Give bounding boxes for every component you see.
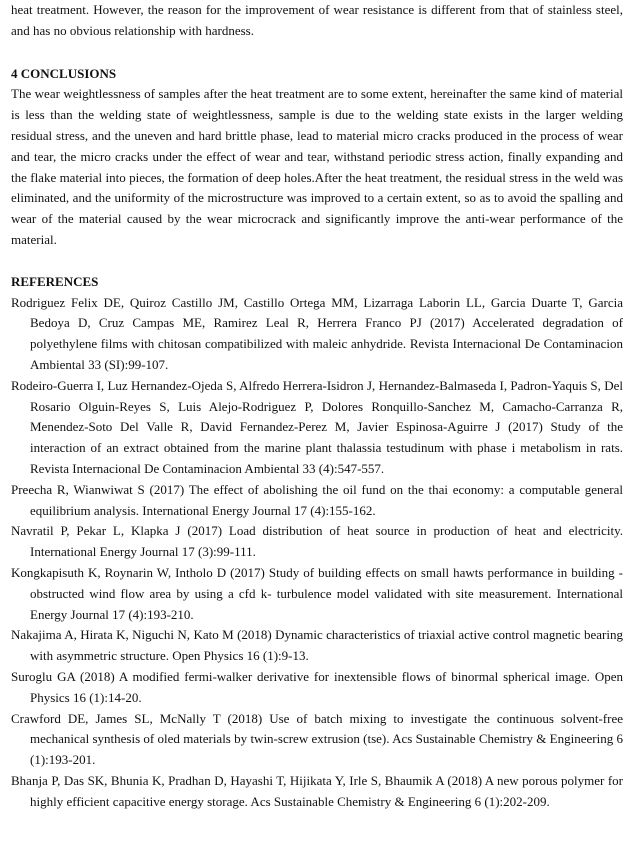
conclusions-paragraph: The wear weightlessness of samples after the heat treatment are to some extent, hereinafter the same kind of material is less than the welding state of weightlessness, sample is due to the welding state exists in the larger welding residual stress, and the uneven and hard brittle phase, lead to material micro cracks produced in the process of wear and tear, the micro cracks under the effect of wear and tear, withstand periodic stress action, finally expanding and the flake material into pieces, the formation of deep holes.After the heat treatment, the residual stress in the weld was eliminated, and the uniformity of the microstructure was improved to a certain extent, so as to avoid the spalling and wear of the material caused by the wear microcrack and significantly improve the anti-wear performance of the material. [11,86,623,247]
reference-item: Bhanja P, Das SK, Bhunia K, Pradhan D, Hayashi T, Hijikata Y, Irle S, Bhaumik A (2018) A new porous polymer for highly efficient capacitive energy storage. Acs Sustainable Chemistry & Engineering 6 (1):202-209. [11,772,623,809]
reference-item: Suroglu GA (2018) A modified fermi-walker derivative for inextensible flows of binormal spherical image. Open Physics 16 (1):14-20. [11,668,623,705]
reference-item: Crawford DE, James SL, McNally T (2018) Use of batch mixing to investigate the continuous solvent-free mechanical synthesis of oled materials by twin-screw extrusion (tse). Acs Sustainable Chemistry & Engineering 6 (1):193-201. [11,710,623,768]
intro-paragraph: heat treatment. However, the reason for the improvement of wear resistance is different from that of stainless steel, and has no obvious relationship with hardness. [11,2,623,38]
references-list [11,293,623,813]
reference-item: Preecha R, Wianwiwat S (2017) The effect of abolishing the oil fund on the thai economy: a computable general equilibrium analysis. International Energy Journal 17 (4):155-162. [11,481,623,518]
reference-item: Navratil P, Pekar L, Klapka J (2017) Load distribution of heat source in production of heat and electricity. International Energy Journal 17 (3):99-111. [11,523,623,560]
document-page [11,0,623,812]
reference-item: Kongkapisuth K, Roynarin W, Intholo D (2017) Study of building effects on small hawts performance in building - obstructed wind flow area by using a cfd k- turbulence model validated with site measurement. International Energy Journal 17 (4):193-210. [11,564,623,622]
reference-item: Nakajima A, Hirata K, Niguchi N, Kato M (2018) Dynamic characteristics of triaxial active control magnetic bearing with asymmetric structure. Open Physics 16 (1):9-13. [11,627,623,664]
conclusions-heading: 4 CONCLUSIONS [11,65,117,81]
reference-item: Rodriguez Felix DE, Quiroz Castillo JM, Castillo Ortega MM, Lizarraga Laborin LL, Garcia Duarte T, Garcia Bedoya D, Cruz Campas ME, Ramirez Leal R, Herrera Franco PJ (2017) Accelerated degradation of polyethylene films with chitosan compatibilized with maleic anhydride. Revista Internacional De Contaminacion Ambiental 33 (SI):99-107. [11,294,623,372]
references-heading: REFERENCES [11,273,99,289]
reference-item: Rodeiro-Guerra I, Luz Hernandez-Ojeda S, Alfredo Herrera-Isidron J, Hernandez-Balmaseda I, Padron-Yaquis S, Del Rosario Olguin-Reyes S, Luis Alejo-Rodriguez P, Dolores Ronquillo-Sanchez M, Camacho-Carranza R, Menendez-Soto Del Valle R, David Fernandez-Perez M, Javier Espinosa-Aguirre J (2017) Study of the interaction of an extract obtained from the marine plant thalassia testudinum with phase i metabolism in rats. Revista Internacional De Contaminacion Ambiental 33 (4):547-557. [11,377,623,476]
